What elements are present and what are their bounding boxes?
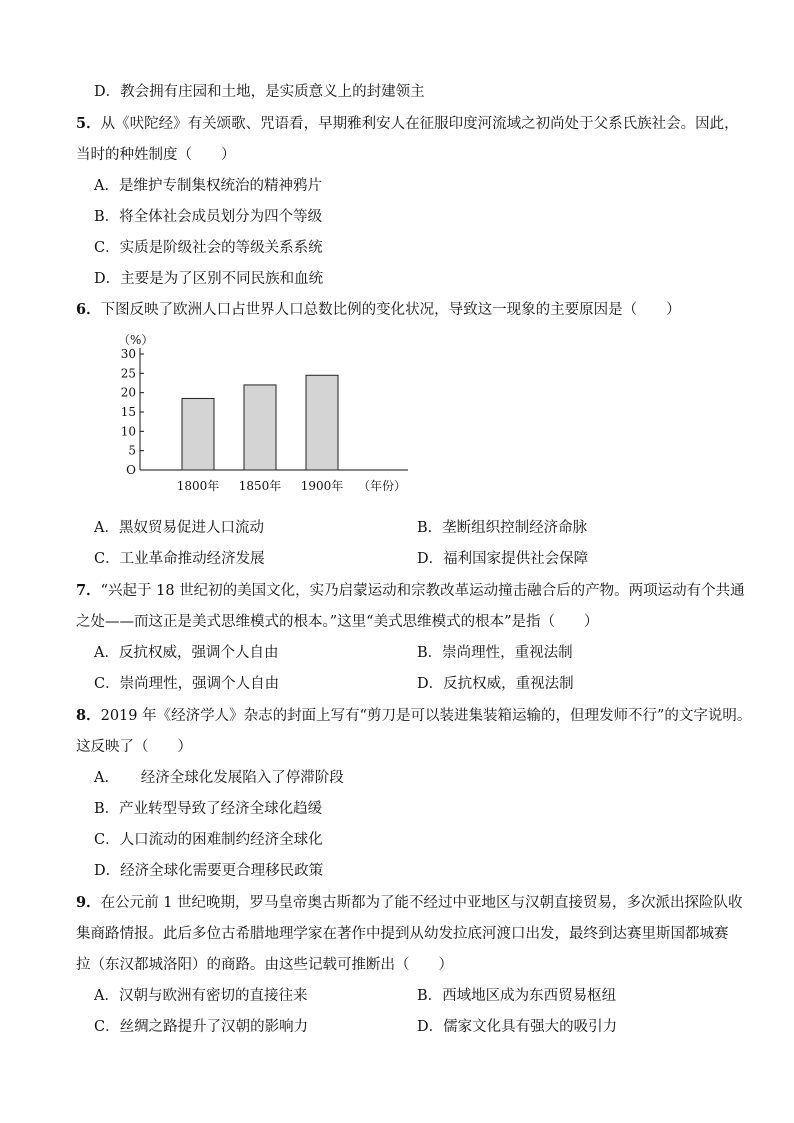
- q5-number: 5．: [76, 115, 101, 132]
- q5-stem-line1: [76, 114, 739, 134]
- chart-x-tick-label: 1850年: [238, 479, 282, 493]
- q9-stem-line2: 集商路情报。此后多位古希腊地理学家在著作中提到从幼发拉底河渡口出发，最终到达赛里斯国都城赛: [76, 926, 729, 942]
- q9-option-a: A．汉朝与欧洲有密切的直接往来: [94, 988, 308, 1004]
- population-bar-chart: [104, 330, 424, 498]
- q6-stem-text: 下图反映了欧洲人口占世界人口总数比例的变化状况，导致这一现象的主要原因是（ ）: [100, 302, 681, 318]
- q6-option-a: A．黑奴贸易促进人口流动: [94, 520, 264, 536]
- q8-stem-line2: 这反映了（ ）: [76, 739, 192, 755]
- q8-stem-text: 2019 年《经济学人》杂志的封面上写有“剪刀是可以装进集装箱运输的，但理发师不行”的文字说明。: [100, 708, 752, 724]
- q7-number: 7．: [76, 582, 101, 599]
- q5-option-c: C．实质是阶级社会的等级关系系统: [94, 240, 323, 256]
- q5-stem-text: 从《吠陀经》有关颂歌、咒语看，早期雅利安人在征服印度河流域之初尚处于父系氏族社会。因此，: [100, 116, 739, 132]
- q8-option-a: A． 经济全球化发展陷入了停滞阶段: [94, 770, 344, 786]
- q6-option-b: B．垄断组织控制经济命脉: [417, 520, 588, 536]
- chart-y-axis-label: （%）: [118, 333, 154, 347]
- q6-option-d: D．福利国家提供社会保障: [417, 551, 589, 567]
- chart-bar: [182, 398, 214, 470]
- q8-number: 8．: [76, 707, 101, 724]
- chart-bar: [306, 375, 338, 470]
- q8-stem-line1: [76, 706, 751, 726]
- q4-option-d: D．教会拥有庄园和土地，是实质意义上的封建领主: [94, 84, 425, 100]
- q8-option-c: C．人口流动的困难制约经济全球化: [94, 832, 323, 848]
- q6-number: 6．: [76, 301, 101, 318]
- q8-option-d: D．经济全球化需要更合理移民政策: [94, 863, 324, 879]
- q5-option-d: D．主要是为了区别不同民族和血统: [94, 271, 324, 287]
- chart-x-tick-label: 1800年: [176, 479, 220, 493]
- q9-stem-line3: 拉（东汉都城洛阳）的商路。由这些记载可推断出（ ）: [76, 957, 453, 973]
- q7-option-c: C．崇尚理性，强调个人自由: [94, 676, 280, 692]
- chart-bar: [244, 385, 276, 470]
- q7-option-a: A．反抗权威，强调个人自由: [94, 645, 279, 661]
- q8-option-b: B．产业转型导致了经济全球化趋缓: [94, 801, 323, 817]
- q9-stem-text: 在公元前 1 世纪晚期，罗马皇帝奥古斯都为了能不经过中亚地区与汉朝直接贸易，多次派出探险队收: [100, 895, 743, 911]
- q7-option-d: D．反抗权威，重视法制: [417, 676, 574, 692]
- chart-y-tick-label: 25: [120, 366, 136, 381]
- q6-stem: [76, 300, 681, 320]
- chart-y-tick-label: 30: [120, 347, 136, 361]
- chart-x-axis-label: （年份）: [358, 479, 407, 493]
- chart-y-tick-label: 20: [120, 385, 136, 400]
- q7-stem-line1: [76, 581, 745, 601]
- q9-option-c: C．丝绸之路提升了汉朝的影响力: [94, 1019, 309, 1035]
- chart-y-tick-label: O: [126, 463, 136, 477]
- chart-y-tick-label: 10: [120, 424, 136, 439]
- chart-y-tick-label: 5: [128, 443, 136, 458]
- q7-stem-line2: 之处——而这正是美式思维模式的根本。”这里“美式思维模式的根本”是指（ ）: [76, 614, 599, 630]
- q5-stem-line2: 当时的种姓制度（ ）: [76, 147, 236, 163]
- q9-option-b: B．西域地区成为东西贸易枢纽: [417, 988, 617, 1004]
- q9-number: 9．: [76, 894, 101, 911]
- q7-option-b: B．崇尚理性，重视法制: [417, 645, 573, 661]
- q6-option-c: C．工业革命推动经济发展: [94, 551, 265, 567]
- q7-stem-text: “兴起于 18 世纪初的美国文化，实乃启蒙运动和宗教改革运动撞击融合后的产物。两项运动有个共通: [100, 583, 745, 599]
- chart-x-tick-label: 1900年: [300, 479, 344, 493]
- chart-y-tick-label: 15: [120, 405, 136, 419]
- q5-option-a: A．是维护专制集权统治的精神鸦片: [94, 178, 322, 194]
- q9-option-d: D．儒家文化具有强大的吸引力: [417, 1019, 618, 1035]
- q9-stem-line1: [76, 893, 743, 913]
- q5-option-b: B．将全体社会成员划分为四个等级: [94, 209, 323, 225]
